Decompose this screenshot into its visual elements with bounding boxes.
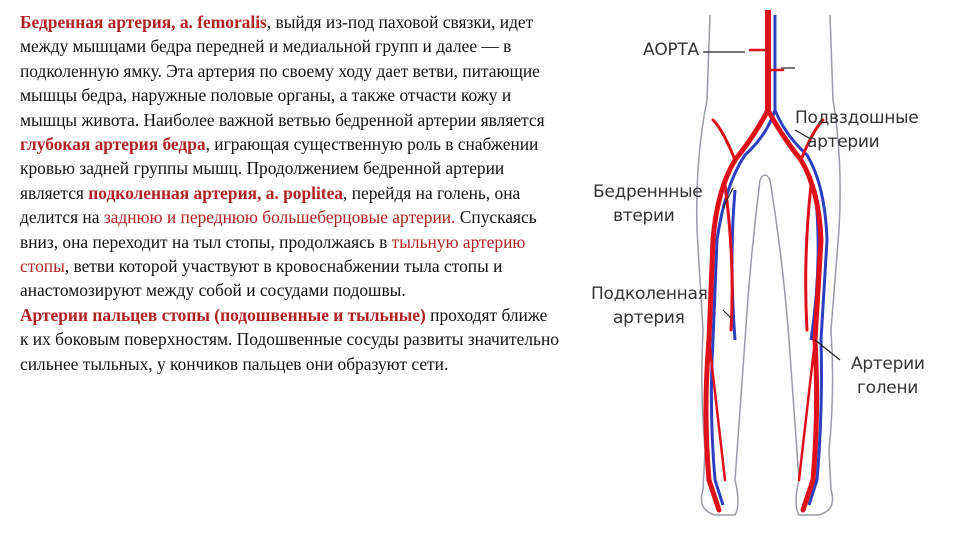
label-leg-arteries-2: голени — [857, 378, 919, 398]
femoral-artery-term: Бедренная артерия, a. femoralis — [20, 12, 267, 32]
article-text — [20, 10, 560, 376]
label-femoral-arteries-2: втерии — [613, 206, 675, 226]
legs-vessel-drawing — [585, 10, 945, 535]
label-leg-arteries-1: Артерии — [851, 354, 925, 374]
paragraph-text: проходят ближе к их боковым поверхностям. Подошвенные сосуды развиты значительно сильнее тыльных, у кончиков пальцев они образуют сети. — [20, 304, 559, 374]
label-iliac-arteries-2: артерии — [807, 132, 880, 152]
paragraph-text: , выйдя из-под паховой связки, идет между мышцами бедра передней и медиальной групп и далее — в подколенную ямку. Эта артерия по своему ходу дает ветви, питающие мышцы бедра, наружные половые органы, а также отчасти кожу и мышцы живота. Наиболее важной ветвью бедренной артерии является — [20, 12, 545, 130]
paragraph-text: , играющая существенную роль в снабжении кровью задней группы мышц. Продолжением бедренной артерии является — [20, 134, 539, 203]
digital-arteries-term: Артерии пальцев стопы (подошвенные и тыльные) — [20, 304, 426, 325]
paragraph-text: Спускаясь вниз, она переходит на тыл стопы, продолжаясь в — [20, 207, 537, 252]
paragraph-text: , ветви которой участвуют в кровоснабжении тыла стопы и анастомозируют между собой и сосудами подошвы. — [20, 256, 503, 301]
paragraph-text: , перейдя на голень, она делится на — [20, 182, 521, 228]
dorsal-foot-artery-term: тыльную артерию стопы — [20, 231, 526, 277]
popliteal-artery-term: подколенная артерия, a. poplitea — [88, 182, 343, 203]
label-femoral-arteries-1: Бедреннные — [593, 182, 703, 202]
arteries — [706, 10, 823, 510]
label-popliteal-artery-2: артерия — [613, 308, 685, 328]
tibial-arteries-term: заднюю и переднюю большеберцовые артерии. — [103, 207, 456, 228]
leg-arteries-illustration — [585, 10, 945, 535]
label-aorta: АОРТА — [643, 40, 699, 60]
deep-femoral-artery-term: глубокая артерия бедра — [20, 134, 206, 155]
label-popliteal-artery-1: Подколенная — [591, 284, 708, 304]
label-iliac-arteries-1: Подвздошные — [795, 108, 919, 128]
